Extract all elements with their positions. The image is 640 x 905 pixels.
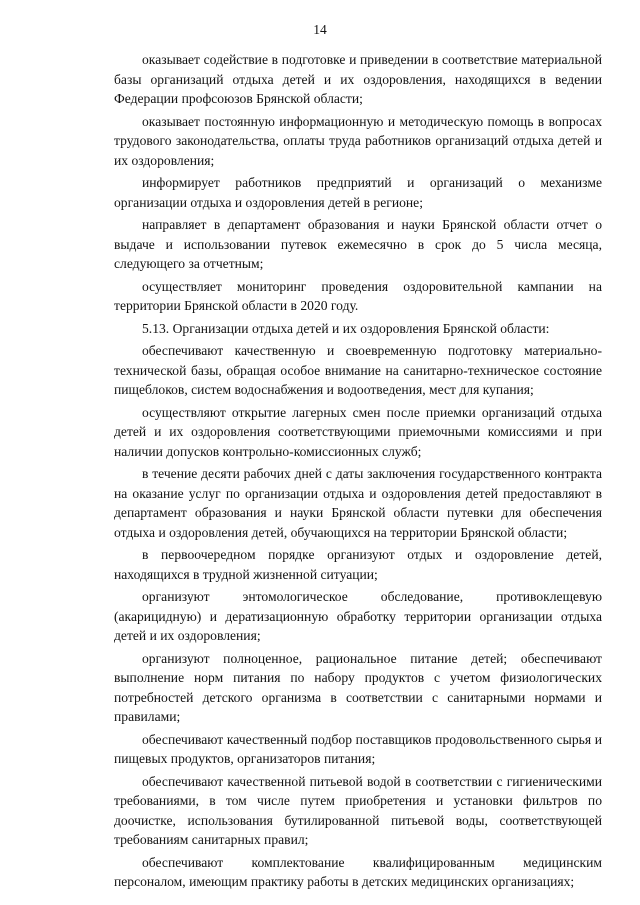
paragraph: обеспечивают качественную и своевременную подготовку материально-технической базы, обращая особое внимание на санитарно-техническое состояние пищеблоков, систем водоснабжения и водоотведения, мест для купания; <box>114 343 602 397</box>
page-number: 14 <box>313 22 327 37</box>
paragraph: информирует работников предприятий и организаций о механизме организации отдыха и оздоровления детей в регионе; <box>114 175 602 210</box>
paragraph: обеспечивают качественной питьевой водой в соответствии с гигиеническими требованиями, в том числе путем приобретения и установки фильтров по доочистке, использования бутилированной питьевой воды, соответствующей требованиям санитарных правил; <box>114 773 602 847</box>
paragraph: обеспечивают качественный подбор поставщиков продовольственного сырья и пищевых продуктов, организаторов питания; <box>114 731 602 766</box>
paragraph: оказывает содействие в подготовке и приведении в соответствие материальной базы организаций отдыха детей и их оздоровления, находящихся в ведении Федерации профсоюзов Брянской области; <box>114 52 602 106</box>
paragraph: в течение десяти рабочих дней с даты заключения государственного контракта на оказание услуг по организации отдыха и оздоровления детей предоставляют в департамент образования и науки Брянской области путевки для обеспечения отдыха и оздоровления детей, обучающихся на территории Брянской области; <box>114 466 602 540</box>
document-body <box>114 50 602 892</box>
paragraph: обеспечивают комплектование квалифицированным медицинским персоналом, имеющим практику работы в детских медицинских организациях; <box>114 854 602 889</box>
paragraph: организуют энтомологическое обследование, противоклещевую (акарицидную) и дератизационную обработку территории организации отдыха детей и их оздоровления; <box>114 589 602 643</box>
paragraph: направляет в департамент образования и науки Брянской области отчет о выдаче и использовании путевок ежемесячно в срок до 5 числа месяца, следующего за отчетным; <box>114 217 602 271</box>
paragraph: оказывает постоянную информационную и методическую помощь в вопросах трудового законодательства, оплаты труда работников организаций отдыха детей и их оздоровления; <box>114 113 602 168</box>
section-heading-5-13: 5.13. Организации отдыха детей и их оздоровления Брянской области: <box>142 320 550 336</box>
paragraph: осуществляет мониторинг проведения оздоровительной кампании на территории Брянской области в 2020 году. <box>114 278 602 313</box>
paragraph: в первоочередном порядке организуют отдых и оздоровление детей, находящихся в трудной жизненной ситуации; <box>114 547 602 582</box>
paragraph: организуют полноценное, рациональное питание детей; обеспечивают выполнение норм питания по набору продуктов с учетом физиологических потребностей детского организма в соответствии с санитарными нормами и правилами; <box>114 650 602 724</box>
paragraph: осуществляют открытие лагерных смен после приемки организаций отдыха детей и их оздоровления соответствующими приемочными комиссиями и при наличии допусков контрольно-комиссионных служб; <box>114 404 602 459</box>
